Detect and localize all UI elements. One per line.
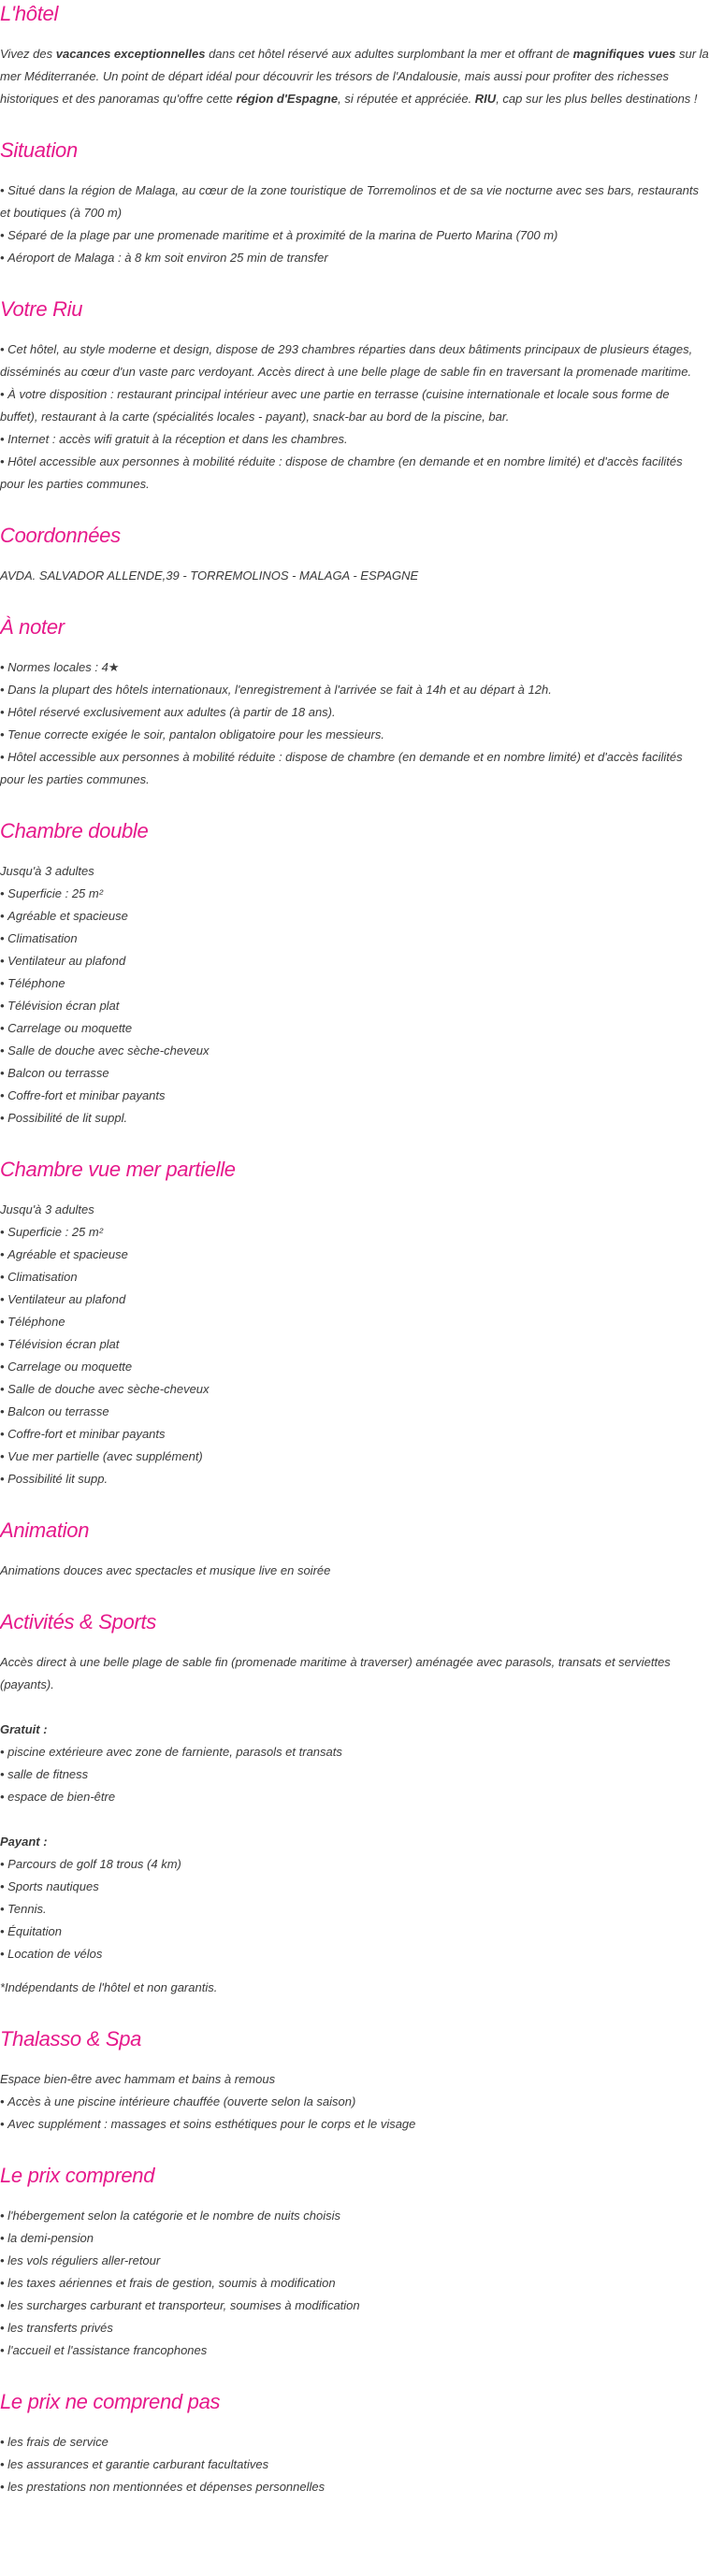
list-item: • Tennis. xyxy=(0,1898,709,1921)
list-item: • Internet : accès wifi gratuit à la réception et dans les chambres. xyxy=(0,428,709,451)
section-title-thalasso-spa: Thalasso & Spa xyxy=(0,2027,142,2051)
hotel-address: AVDA. SALVADOR ALLENDE,39 - TORREMOLINOS - MALAGA - ESPAGNE xyxy=(0,568,419,583)
list-item: • Hôtel accessible aux personnes à mobilité réduite : dispose de chambre (en demande et en nombre limité) et d'accès facilités pour les parties communes. xyxy=(0,451,709,496)
section-title-hotel: L'hôtel xyxy=(0,2,59,25)
list-item: • Possibilité lit supp. xyxy=(0,1468,709,1490)
situation-list xyxy=(0,180,709,269)
section-title-animation: Animation xyxy=(0,1518,90,1542)
section-title-activites-sports: Activités & Sports xyxy=(0,1610,156,1633)
section-coordonnees xyxy=(0,524,709,587)
prix-ne-comprend-pas-list xyxy=(0,2431,709,2498)
list-item: • Téléphone xyxy=(0,1311,709,1333)
chambre-vue-mer-body xyxy=(0,1199,709,1490)
section-title-chambre-vue-mer: Chambre vue mer partielle xyxy=(0,1158,236,1181)
hotel-intro-bold-3: région d'Espagne xyxy=(236,92,339,106)
section-chambre-vue-mer xyxy=(0,1158,709,1490)
section-title-votre-riu: Votre Riu xyxy=(0,297,83,321)
list-item: • l'hébergement selon la catégorie et le nombre de nuits choisis xyxy=(0,2205,709,2227)
prix-comprend-body xyxy=(0,2205,709,2362)
list-item: • Agréable et spacieuse xyxy=(0,1244,709,1266)
list-item: • Avec supplément : massages et soins esthétiques pour le corps et le visage xyxy=(0,2113,709,2136)
thalasso-intro: Espace bien-être avec hammam et bains à remous xyxy=(0,2072,276,2086)
hotel-intro-text-5: , cap sur les plus belles destinations ! xyxy=(496,92,698,106)
payant-label: Payant : xyxy=(0,1835,48,1849)
situation-body xyxy=(0,180,709,269)
a-noter-list xyxy=(0,656,709,791)
list-item: • les transferts privés xyxy=(0,2317,709,2339)
list-item: • Hôtel réservé exclusivement aux adultes (à partir de 18 ans). xyxy=(0,701,709,724)
room-capacity: Jusqu'à 3 adultes xyxy=(0,1202,94,1216)
thalasso-list xyxy=(0,2091,709,2136)
list-item: • Climatisation xyxy=(0,1266,709,1288)
list-item: • Accès à une piscine intérieure chauffée (ouverte selon la saison) xyxy=(0,2091,709,2113)
list-item: • Séparé de la plage par une promenade maritime et à proximité de la marina de Puerto Marina (700 m) xyxy=(0,224,709,247)
list-item: • salle de fitness xyxy=(0,1763,709,1786)
chambre-vue-mer-list xyxy=(0,1221,709,1490)
list-item: • À votre disposition : restaurant principal intérieur avec une partie en terrasse (cuisine internationale et locale sous forme de buffet), restaurant à la carte (spécialités locales - payant), snack-bar au bord de la piscine, bar. xyxy=(0,383,709,428)
gratuit-list xyxy=(0,1741,709,1808)
list-item: • Situé dans la région de Malaga, au cœur de la zone touristique de Torremolinos et de sa vie nocturne avec ses bars, restaurants et boutiques (à 700 m) xyxy=(0,180,709,224)
sports-note: *Indépendants de l'hôtel et non garantis. xyxy=(0,1980,218,1994)
thalasso-spa-body xyxy=(0,2068,709,2136)
sports-intro: Accès direct à une belle plage de sable fin (promenade maritime à traverser) aménagée avec parasols, transats et serviettes (payants). xyxy=(0,1655,671,1691)
list-item: • les assurances et garantie carburant facultatives xyxy=(0,2454,709,2476)
hotel-intro-bold-4: RIU xyxy=(474,92,497,106)
hotel-intro-text-2: dans cet hôtel réservé aux adultes surplombant la mer et offrant de xyxy=(205,47,573,61)
list-item: • les vols réguliers aller-retour xyxy=(0,2250,709,2272)
list-item: • Sports nautiques xyxy=(0,1876,709,1898)
section-activites-sports xyxy=(0,1610,709,1999)
prix-ne-comprend-pas-body xyxy=(0,2431,709,2498)
list-item: • piscine extérieure avec zone de farniente, parasols et transats xyxy=(0,1741,709,1763)
section-votre-riu xyxy=(0,297,709,496)
list-item: • Balcon ou terrasse xyxy=(0,1401,709,1423)
list-item: • Hôtel accessible aux personnes à mobilité réduite : dispose de chambre (en demande et en nombre limité) et d'accès facilités pour les parties communes. xyxy=(0,746,709,791)
list-item: • Carrelage ou moquette xyxy=(0,1356,709,1378)
section-title-situation: Situation xyxy=(0,138,78,162)
chambre-double-list xyxy=(0,883,709,1130)
list-item: • Parcours de golf 18 trous (4 km) xyxy=(0,1853,709,1876)
hotel-intro-bold-2: magnifiques vues xyxy=(572,47,676,61)
list-item: • les taxes aériennes et frais de gestion, soumis à modification xyxy=(0,2272,709,2295)
list-item: • espace de bien-être xyxy=(0,1786,709,1808)
list-item: • les frais de service xyxy=(0,2431,709,2454)
section-prix-comprend xyxy=(0,2164,709,2362)
list-item: • Carrelage ou moquette xyxy=(0,1017,709,1040)
votre-riu-body xyxy=(0,338,709,496)
section-prix-ne-comprend-pas xyxy=(0,2390,709,2498)
hotel-intro-text-3: sur la mer Méditerranée. Un point de départ idéal pour découvrir les trésors de l'Andalousie, mais aussi pour profiter des richesses historiques et des panoramas qu'offre cette xyxy=(0,47,709,106)
section-situation xyxy=(0,138,709,269)
list-item: • Vue mer partielle (avec supplément) xyxy=(0,1446,709,1468)
section-a-noter xyxy=(0,615,709,791)
list-item: • Ventilateur au plafond xyxy=(0,950,709,972)
list-item: • Normes locales : 4★ xyxy=(0,656,709,679)
coordonnees-body xyxy=(0,565,709,587)
list-item: • les surcharges carburant et transporteur, soumises à modification xyxy=(0,2295,709,2317)
section-title-prix-comprend: Le prix comprend xyxy=(0,2164,155,2187)
animation-text: Animations douces avec spectacles et musique live en soirée xyxy=(0,1563,331,1577)
activites-sports-body xyxy=(0,1651,709,1999)
section-title-prix-ne-comprend-pas: Le prix ne comprend pas xyxy=(0,2390,221,2413)
prix-comprend-list xyxy=(0,2205,709,2362)
list-item: • Salle de douche avec sèche-cheveux xyxy=(0,1378,709,1401)
votre-riu-list xyxy=(0,338,709,496)
list-item: • Cet hôtel, au style moderne et design, dispose de 293 chambres réparties dans deux bâtiments principaux de plusieurs étages, disséminés au cœur d'un vaste parc verdoyant. Accès direct à une belle plage de sable fin en traversant la promenade maritime. xyxy=(0,338,709,383)
list-item: • Superficie : 25 m² xyxy=(0,1221,709,1244)
list-item: • Salle de douche avec sèche-cheveux xyxy=(0,1040,709,1062)
section-title-chambre-double: Chambre double xyxy=(0,819,149,842)
hotel-intro-paragraph xyxy=(0,43,709,110)
list-item: • Location de vélos xyxy=(0,1943,709,1965)
list-item: • Télévision écran plat xyxy=(0,995,709,1017)
list-item: • Dans la plupart des hôtels internationaux, l'enregistrement à l'arrivée se fait à 14h et au départ à 12h. xyxy=(0,679,709,701)
list-item: • Coffre-fort et minibar payants xyxy=(0,1423,709,1446)
list-item: • Aéroport de Malaga : à 8 km soit environ 25 min de transfer xyxy=(0,247,709,269)
section-hotel xyxy=(0,0,709,110)
list-item: • Équitation xyxy=(0,1921,709,1943)
animation-body xyxy=(0,1560,709,1582)
section-title-coordonnees: Coordonnées xyxy=(0,524,121,547)
list-item: • les prestations non mentionnées et dépenses personnelles xyxy=(0,2476,709,2498)
list-item: • Agréable et spacieuse xyxy=(0,905,709,928)
list-item: • Coffre-fort et minibar payants xyxy=(0,1085,709,1107)
list-item: • Tenue correcte exigée le soir, pantalon obligatoire pour les messieurs. xyxy=(0,724,709,746)
list-item: • Ventilateur au plafond xyxy=(0,1288,709,1311)
section-chambre-double xyxy=(0,819,709,1130)
list-item: • Possibilité de lit suppl. xyxy=(0,1107,709,1130)
payant-list xyxy=(0,1853,709,1965)
room-capacity: Jusqu'à 3 adultes xyxy=(0,864,94,878)
chambre-double-body xyxy=(0,860,709,1130)
section-title-a-noter: À noter xyxy=(0,615,65,639)
a-noter-body xyxy=(0,656,709,791)
hotel-intro-text-4: , si réputée et appréciée. xyxy=(338,92,475,106)
list-item: • Superficie : 25 m² xyxy=(0,883,709,905)
list-item: • la demi-pension xyxy=(0,2227,709,2250)
section-thalasso-spa xyxy=(0,2027,709,2136)
section-animation xyxy=(0,1518,709,1582)
list-item: • Climatisation xyxy=(0,928,709,950)
hotel-intro-bold-1: vacances exceptionnelles xyxy=(55,47,206,61)
list-item: • Télévision écran plat xyxy=(0,1333,709,1356)
list-item: • l'accueil et l'assistance francophones xyxy=(0,2339,709,2362)
hotel-intro-text-1: Vivez des xyxy=(0,47,56,61)
hotel-intro xyxy=(0,43,709,110)
list-item: • Téléphone xyxy=(0,972,709,995)
list-item: • Balcon ou terrasse xyxy=(0,1062,709,1085)
gratuit-label: Gratuit : xyxy=(0,1722,48,1736)
